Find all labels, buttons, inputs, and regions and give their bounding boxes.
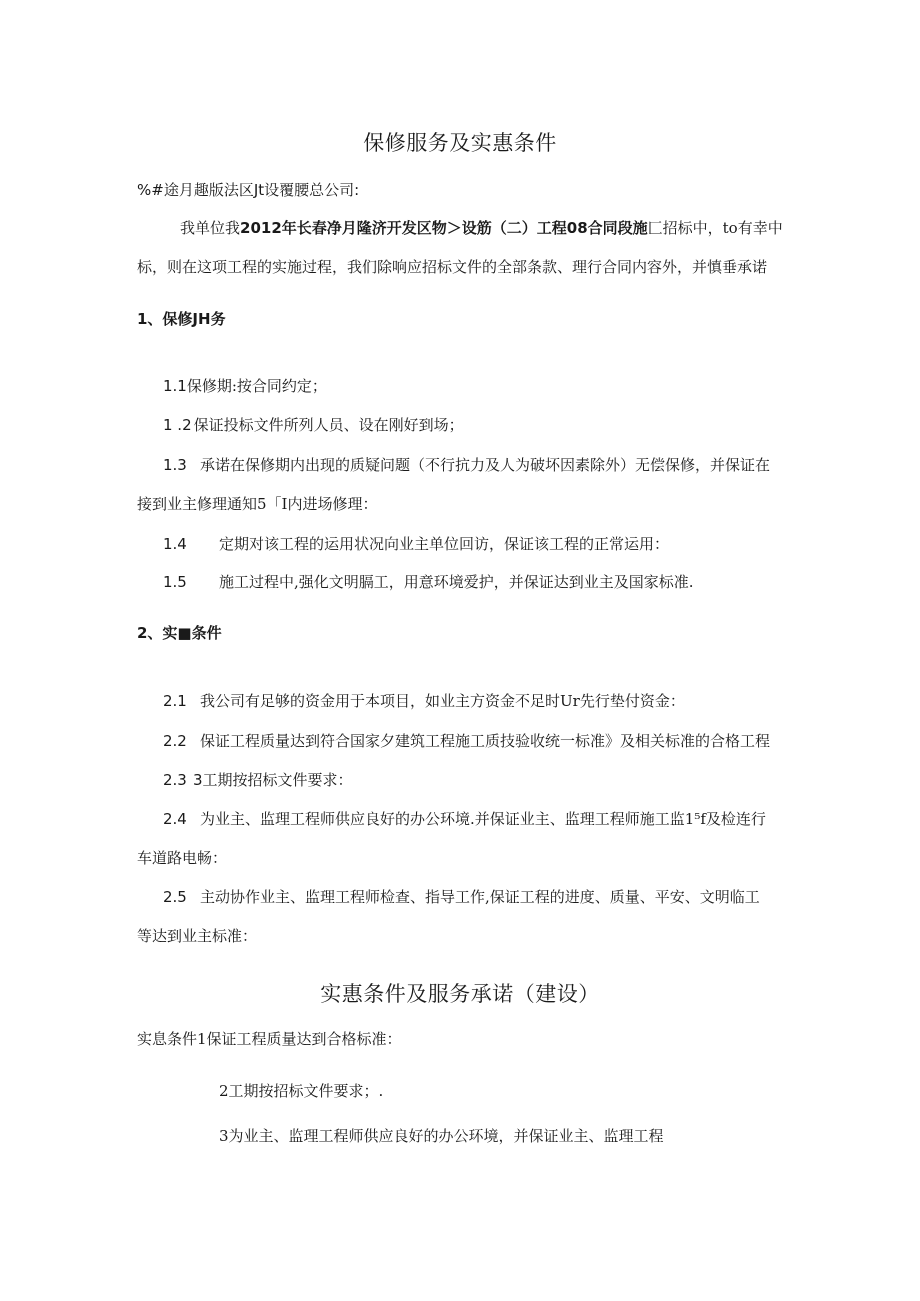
section-3-first: 实息条件1保证工程质量达到合格标准： <box>137 1030 402 1048</box>
item-text: 3工期按招标文件要求： <box>193 771 353 789</box>
item-1-3 <box>163 455 770 475</box>
document-subtitle: 实惠条件及服务承诺（建设） <box>320 982 600 1006</box>
item-2-4-cont: 车道路电畅： <box>137 849 228 867</box>
intro-suffix: 匚招标中，to有幸中 <box>647 219 783 237</box>
item-2-3 <box>163 770 353 790</box>
item-1-5 <box>163 572 694 592</box>
item-number: 1.3 <box>163 456 187 474</box>
item-number: 1.5 <box>163 573 187 591</box>
item-number: 1.4 <box>163 535 187 553</box>
addressee: %#途月趣版法区Jt设覆腰总公司: <box>137 181 360 199</box>
item-1-2 <box>163 415 464 435</box>
item-2-1 <box>163 691 685 711</box>
item-number: 2.2 <box>163 732 187 750</box>
item-text: 我公司有足够的资金用于本项目，如业主方资金不足时Ur先行垫付资金： <box>200 692 685 710</box>
item-text: 施工过程中,强化文明膈工，用意环境爱护，并保证达到业主及国家标准. <box>219 573 694 591</box>
intro-project: 2012年长春净月隆济开发区物＞设筋（二）工程08合同段施 <box>240 219 648 237</box>
item-number: 2.4 <box>163 810 187 828</box>
document-title: 保修服务及实惠条件 <box>363 131 557 155</box>
item-number: 1.1 <box>163 377 187 395</box>
item-number: 2.1 <box>163 692 187 710</box>
item-text: 保证工程质量达到符合国家夕建筑工程施工质技验收统一标准》及相关标准的合格工程 <box>200 732 771 750</box>
item-text: 承诺在保修期内出现的质疑问题（不行抗力及人为破坏因素除外）无偿保修，并保证在 <box>200 456 771 474</box>
item-text: 保证投标文件所列人员、设在刚好到场； <box>193 416 464 434</box>
item-2-2 <box>163 731 770 751</box>
item-text: 保修期:按合同约定； <box>186 377 327 395</box>
item-2-5-cont: 等达到业主标准： <box>137 927 258 945</box>
item-number: 2.5 <box>163 888 187 906</box>
section-3-item-3: 3为业主、监理工程师供应良好的办公环境，并保证业主、监理工程 <box>219 1127 664 1145</box>
intro-line-1 <box>180 218 783 238</box>
item-number: 2.3 <box>163 771 187 789</box>
intro-line-2: 标，则在这项工程的实施过程，我们除响应招标文件的全部条款、理行合同内容外，并慎垂承诺 <box>137 258 768 276</box>
section-1-heading: 1、保修JH务 <box>137 310 226 328</box>
item-text: 主动协作业主、监理工程师检查、指导工作,保证工程的进度、质量、平安、文明临工 <box>200 888 760 906</box>
item-1-3-cont: 接到业主修理通知5「I内进场修理： <box>137 495 378 513</box>
section-3-item-2: 2工期按招标文件要求；. <box>219 1082 384 1100</box>
item-text: 为业主、监理工程师供应良好的办公环境.并保证业主、监理工程师施工监1⁵f及检连行 <box>200 810 766 828</box>
intro-prefix: 我单位我 <box>180 219 241 237</box>
item-2-5 <box>163 887 760 907</box>
item-1-4 <box>163 534 669 554</box>
item-2-4 <box>163 809 766 829</box>
item-1-1 <box>163 376 327 396</box>
item-number: 1 .2 <box>163 416 192 434</box>
section-2-heading: 2、实■条件 <box>137 624 222 642</box>
item-text: 定期对该工程的运用状况向业主单位回访，保证该工程的正常运用： <box>219 535 670 553</box>
